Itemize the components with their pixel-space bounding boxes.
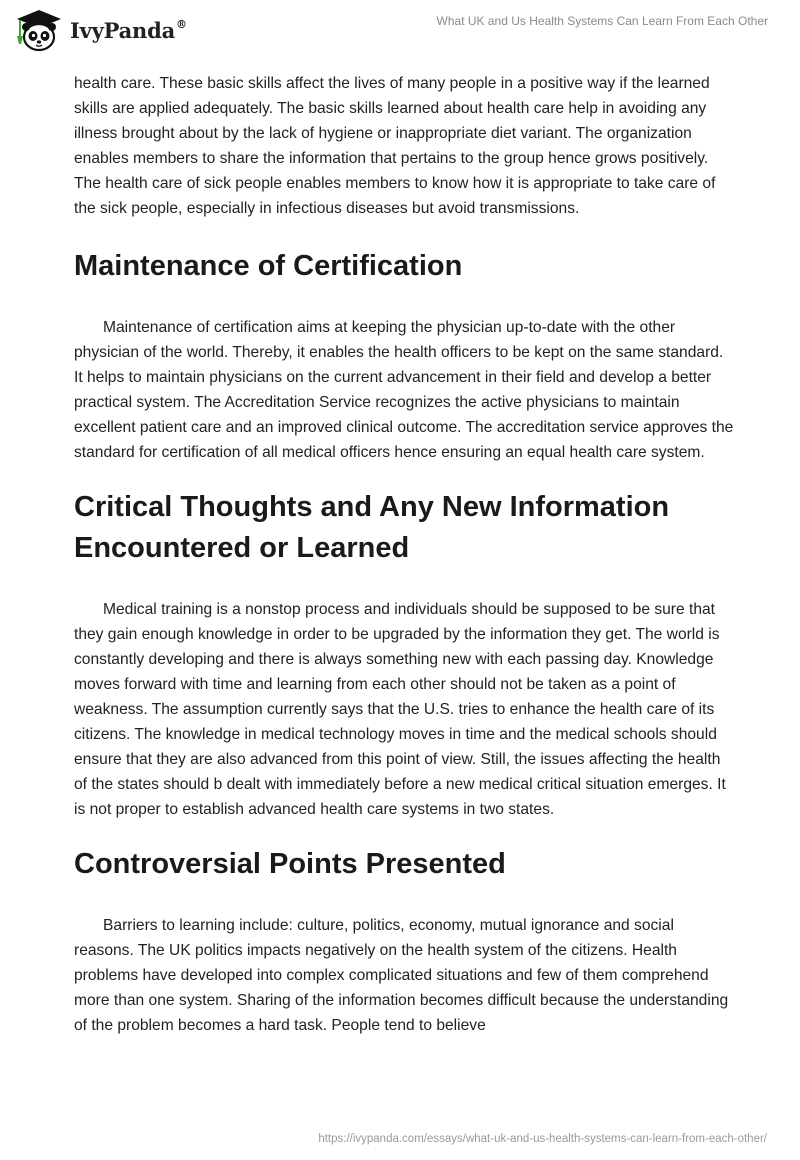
section-heading-controversial-points: Controversial Points Presented bbox=[74, 848, 506, 880]
section-heading-maintenance: Maintenance of Certification bbox=[74, 250, 463, 282]
section-paragraph-controversial-points: Barriers to learning include: culture, politics, economy, mutual ignorance and social reasons. The UK politics impacts negatively on the health system of the citizens. Health problems have developed into complex complicated situations and few of them comprehend more than one system. Sharing of the information becomes difficult because the understanding of the problem becomes a hard task. People tend to believe bbox=[74, 917, 729, 1034]
ivypanda-logo[interactable] bbox=[14, 8, 187, 52]
brand-name: IvyPanda® bbox=[70, 17, 187, 43]
intro-paragraph: health care. These basic skills affect the lives of many people in a positive way if the learned skills are applied adequately. The basic skills learned about health care help in avoiding any illness brought about by the lack of hygiene or inappropriate diet variant. The organization enables members to share the information that pertains to the group hence grows positively. The health care of sick people enables members to know how it is appropriate to take care of the sick people, especially in infectious diseases but avoid transmissions. bbox=[74, 75, 716, 217]
section-paragraph-maintenance: Maintenance of certification aims at keeping the physician up-to-date with the other physician of the world. Thereby, it enables the health officers to be kept on the same standard. It helps to maintain physicians on the current advancement in their field and develop a better practical system. The Accreditation Service recognizes the active physicians to maintain excellent patient care and an improved clinical outcome. The accreditation service approves the standard for certification of all medical officers hence ensuring an equal health care system. bbox=[74, 319, 734, 461]
document-title: What UK and Us Health Systems Can Learn From Each Other bbox=[436, 14, 768, 28]
section-paragraph-critical-thoughts: Medical training is a nonstop process and individuals should be supposed to be sure that they gain enough knowledge in order to be upgraded by the information they get. The world is constantly developing and there is always something new with each passing day. Knowledge moves forward with time and learning from each other should not be taken as a point of weakness. The assumption currently says that the U.S. tries to enhance the health care of its citizens. The knowledge in medical technology moves in time and the medical schools should ensure that they are also advanced from this point of view. Still, the issues affecting the health of the states should b dealt with immediately before a new medical critical situation emerges. It is not proper to establish advanced health care systems in two states. bbox=[74, 601, 726, 818]
section-heading-critical-thoughts: Critical Thoughts and Any New Information Encountered or Learned bbox=[74, 491, 670, 564]
page-header bbox=[0, 0, 800, 70]
essay-content bbox=[74, 71, 734, 1038]
footer-url[interactable]: https://ivypanda.com/essays/what-uk-and-us-health-systems-can-learn-from-each-other/ bbox=[318, 1133, 767, 1145]
panda-graduate-icon bbox=[14, 8, 64, 52]
